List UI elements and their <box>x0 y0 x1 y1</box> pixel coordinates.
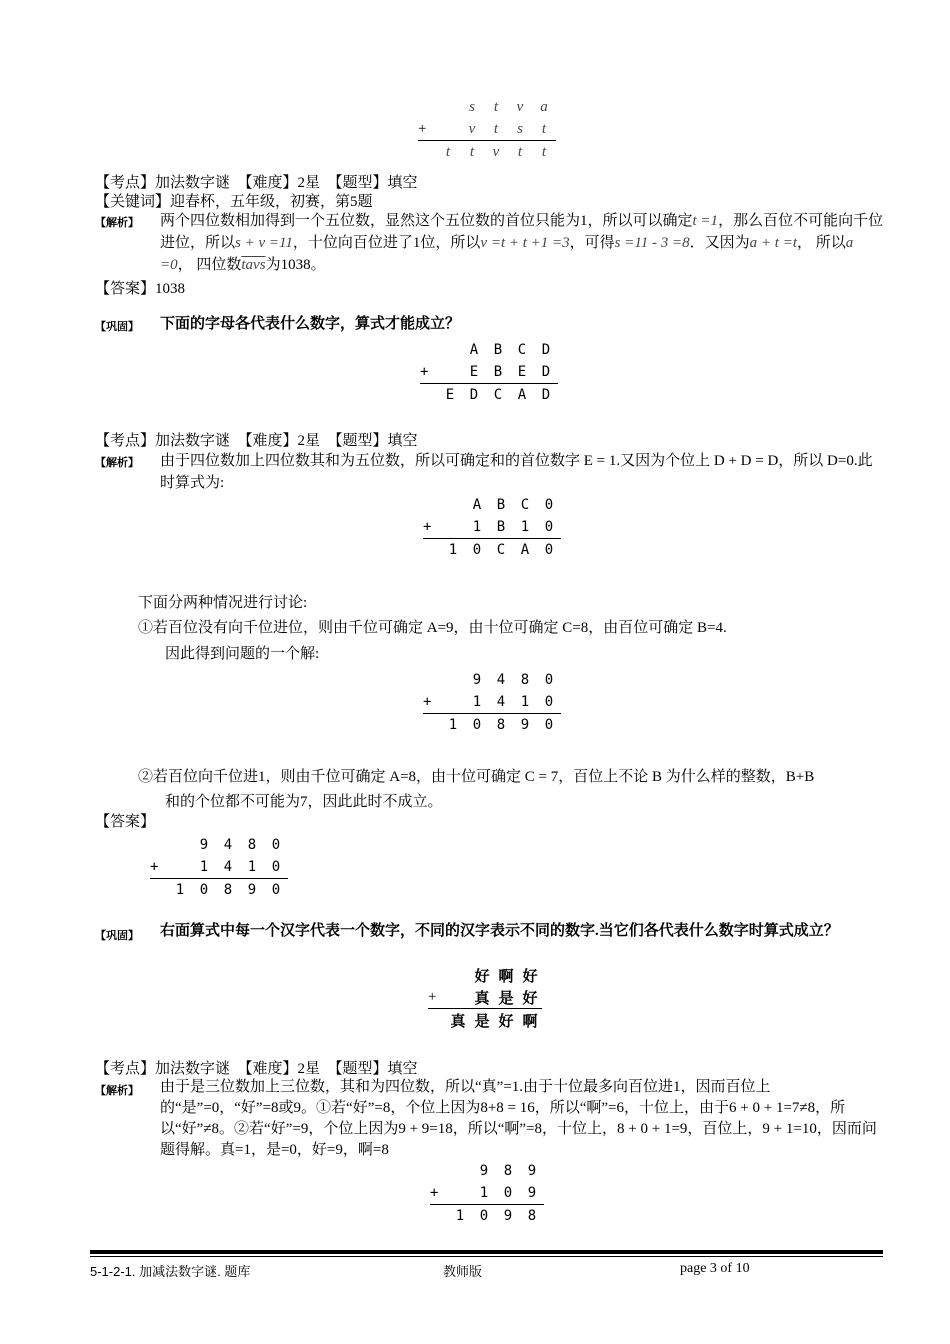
equation-hanzi: 好 啊 好 + 真 是 好 真 是 好 啊 <box>428 964 542 1031</box>
case-1b-text: 因此得到问题的一个解: <box>165 646 320 662</box>
footer-left: 5-1-2-1. 加减法数字谜. 题库 <box>90 1264 251 1279</box>
case-2b-text: 和的个位都不可能为7，因此此时不成立。 <box>165 794 443 810</box>
footer-rule-thin <box>90 1256 883 1257</box>
jiexi-tag-2: 【解析】 <box>95 457 139 469</box>
gonggu-tag-3: 【巩固】 <box>95 930 139 942</box>
equation-9480-answer: 9 4 8 0 + 1 4 1 0 1 0 8 9 0 <box>150 834 288 901</box>
equation-stva: s t v a + v t s t t t v t t <box>418 96 556 163</box>
discuss-text: 下面分两种情况进行讨论: <box>138 595 308 611</box>
jiexi-1: 两个四位数相加得到一个五位数，显然这个五位数的首位只能为1，所以可以确定t =1，那么百位不可能向千位进位，所以s + v =11，十位向百位进了1位，所以v =t + t +1 =3，可得s =11 - 3 =8．又因为a + t =t， 所以a =0， 四位数tavs为1038。 <box>160 213 884 273</box>
equation-abcd: A B C D + E B E D E D C A D <box>420 339 558 406</box>
equation-abc0: A B C 0 + 1 B 1 0 1 0 C A 0 <box>423 494 561 561</box>
gonggu-tag-2: 【巩固】 <box>95 321 139 333</box>
keywords-1: 【关键词】迎春杯，五年级，初赛，第5题 <box>95 194 373 210</box>
question-3: 右面算式中每一个汉字代表一个数字，不同的汉字表示不同的数字.当它们各代表什么数字时算式成立？ <box>160 923 839 939</box>
kaodian-3: 【考点】加法数字谜 【难度】2星 【题型】填空 <box>95 1061 418 1077</box>
kaodian-2: 【考点】加法数字谜 【难度】2星 【题型】填空 <box>95 433 418 449</box>
footer-center: 教师版 <box>443 1265 483 1280</box>
jiexi-tag-3: 【解析】 <box>95 1085 139 1097</box>
equation-9480-a: 9 4 8 0 + 1 4 1 0 1 0 8 9 0 <box>423 669 561 736</box>
case-2-text: ②若百位向千位进1，则由千位可确定 A=8，由十位可确定 C = 7，百位上不论 B 为什么样的整数，B+B <box>138 769 815 785</box>
case-1-text: ①若百位没有向千位进位，则由千位可确定 A=9，由十位可确定 C=8，由百位可确定 B=4. <box>138 620 727 636</box>
jiexi-2: 由于四位数加上四位数其和为五位数，所以可确定和的首位数字 E = 1.又因为个位上 D + D = D，所以 D=0.此时算式为: <box>160 453 873 491</box>
kaodian-1: 【考点】加法数字谜 【难度】2星 【题型】填空 <box>95 175 418 191</box>
jiexi-tag-1: 【解析】 <box>95 217 139 229</box>
question-2: 下面的字母各代表什么数字，算式才能成立？ <box>160 316 461 332</box>
answer-1: 【答案】1038 <box>95 281 186 297</box>
answer-2: 【答案】 <box>95 814 156 830</box>
equation-989: 9 8 9 + 1 0 9 1 0 9 8 <box>430 1160 544 1227</box>
footer-page-number: page 3 of 10 <box>680 1261 750 1276</box>
jiexi-3: 由于是三位数加上三位数，其和为四位数，所以“真”=1.由于十位最多向百位进1，因而百位上的“是”=0，“好”=8或9。①若“好”=8，个位上因为8+8 = 16，所以“啊”=6，十位上，由于6 + 0 + 1=7≠8，所以“好”≠8。②若“好”=9，个位上因为9 + 9=18，所以“啊”=8，十位上，8 + 0 + 1=9，百位上，9 + 1=10，因而问题得解。真=1，是=0，好=9，啊=8 <box>160 1079 877 1158</box>
footer-rule-thick <box>90 1250 883 1254</box>
